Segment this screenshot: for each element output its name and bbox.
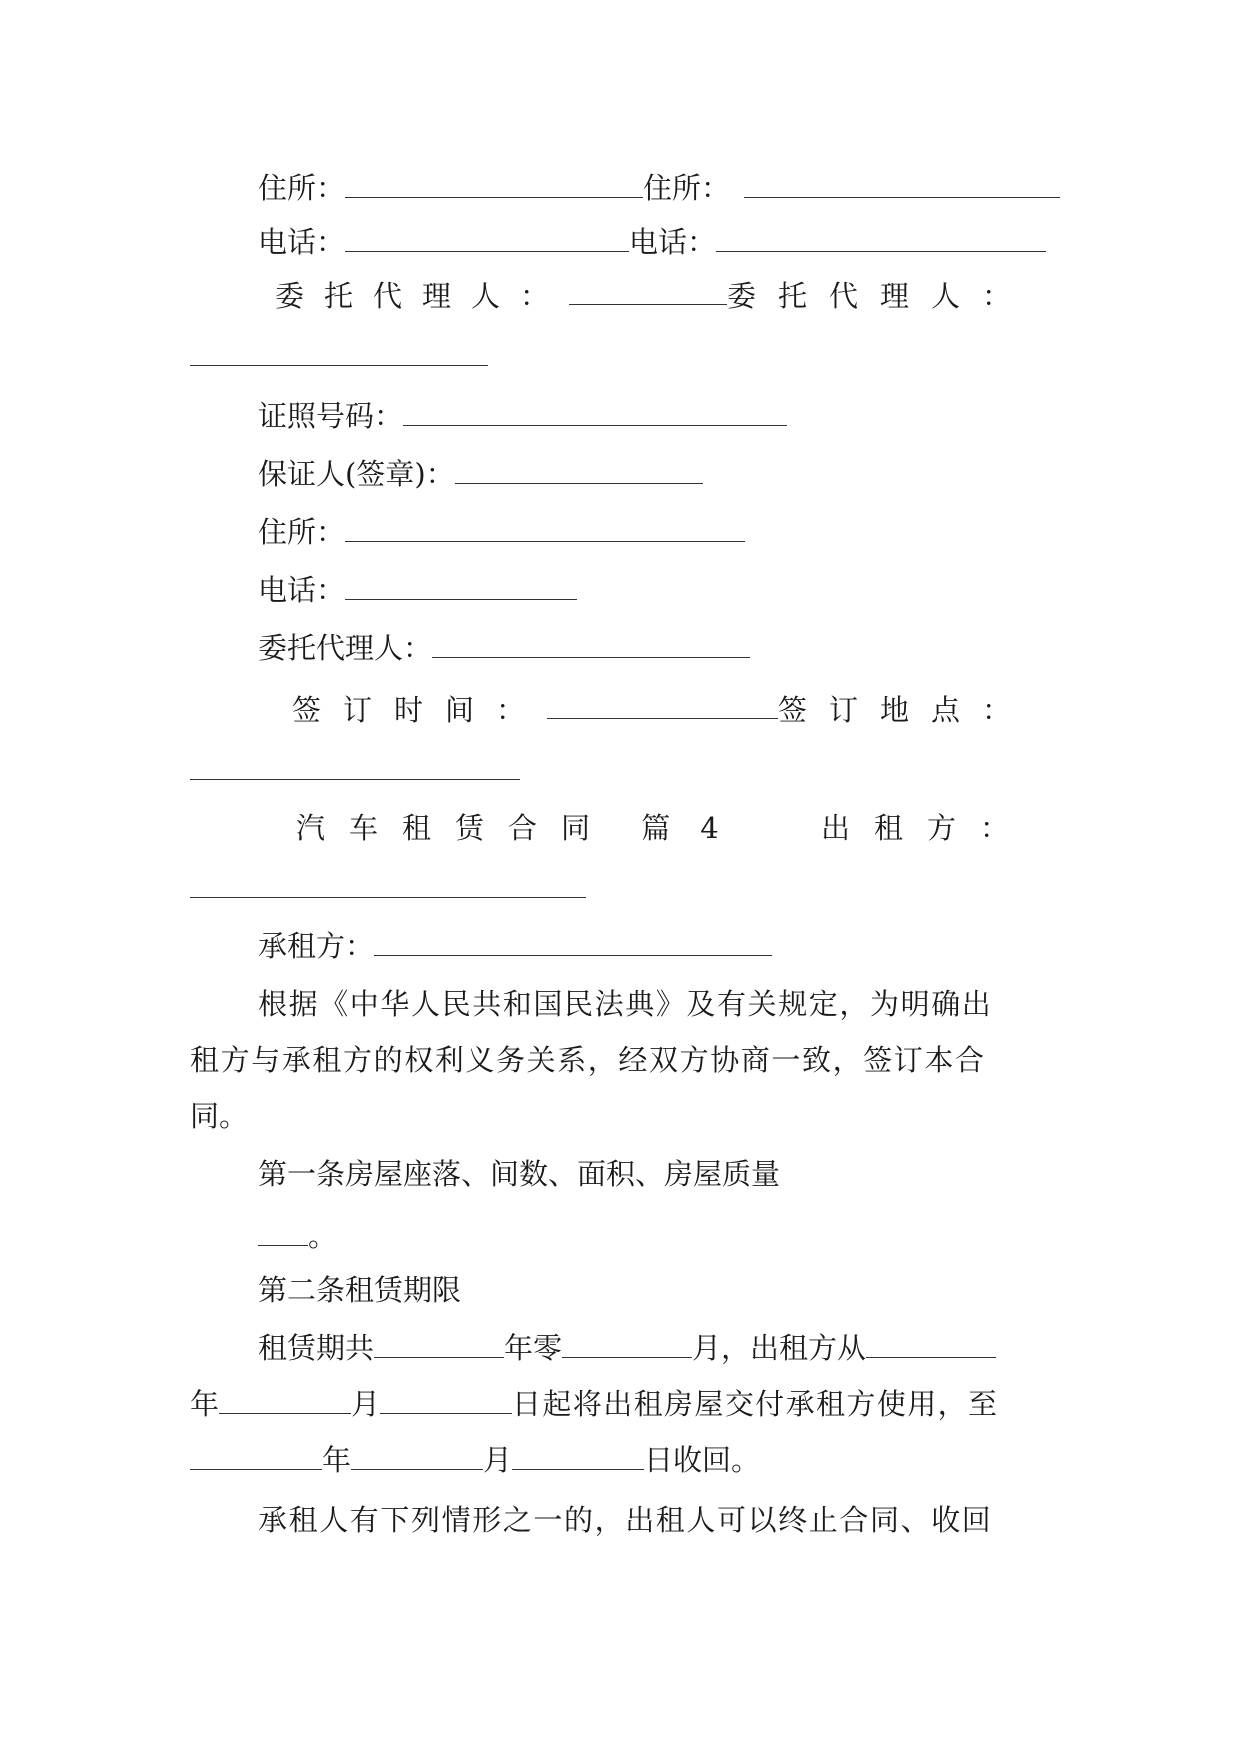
label-address: 住所： — [258, 171, 346, 205]
blank-field — [258, 1217, 308, 1246]
phone-line-2 — [258, 570, 577, 610]
label-agent: 委托代理人： — [726, 279, 1033, 313]
place-continuation — [190, 750, 520, 790]
label-agent: 委托代理人： — [275, 279, 570, 313]
blank-field — [345, 223, 629, 252]
blank-field — [351, 1441, 483, 1470]
text: 月，出租方从 — [692, 1331, 867, 1365]
blank-field — [455, 455, 703, 484]
agent-line-1 — [275, 276, 1033, 316]
blank-field — [345, 169, 643, 198]
blank-field — [374, 927, 772, 956]
blank-field — [345, 571, 577, 600]
text: 年 — [322, 1443, 352, 1477]
lessee-line — [258, 926, 772, 966]
blank-field — [219, 1385, 351, 1414]
blank-field — [403, 397, 787, 426]
label-address: 住所： — [643, 171, 731, 205]
text: 租赁期共 — [258, 1331, 375, 1365]
label-address: 住所： — [258, 515, 346, 549]
blank-field — [569, 276, 727, 305]
term-line-2 — [190, 1384, 998, 1424]
label-phone: 电话： — [629, 225, 717, 259]
label-phone: 电话： — [258, 225, 346, 259]
chapter-label: 篇4 — [641, 811, 749, 845]
label-lessor: 出租方： — [820, 811, 1033, 845]
blank-field — [190, 1441, 322, 1470]
article-1-continuation — [258, 1216, 337, 1256]
guarantor-line — [258, 454, 703, 494]
blank-field — [380, 1385, 512, 1414]
license-line — [258, 396, 787, 436]
address-line-2 — [258, 512, 745, 552]
text: 年零 — [504, 1331, 563, 1365]
text: 日收回。 — [644, 1443, 761, 1477]
period: 。 — [308, 1219, 338, 1253]
term-line-1 — [258, 1328, 996, 1368]
blank-field — [190, 869, 586, 898]
section-heading-line — [296, 808, 1033, 848]
text: 月 — [483, 1443, 513, 1477]
paragraph-1-line-1: 根据《中华人民共和国民法典》及有关规定，为明确出 — [258, 987, 993, 1021]
blank-field — [562, 1329, 692, 1358]
text: 日起将出租房屋交付承租方使用，至 — [512, 1387, 999, 1421]
paragraph-1-line-2: 租方与承租方的权利义务关系，经双方协商一致，签订本合 — [190, 1043, 986, 1077]
lessor-continuation — [190, 868, 586, 908]
agent-line-2 — [258, 628, 750, 668]
blank-field — [716, 223, 1046, 252]
blank-field — [512, 1441, 644, 1470]
blank-field — [547, 690, 778, 719]
blank-field — [345, 513, 745, 542]
label-guarantor: 保证人(签章)： — [258, 457, 455, 491]
blank-field — [866, 1329, 996, 1358]
paragraph-2-line-1: 承租人有下列情形之一的，出租人可以终止合同、收回 — [258, 1503, 993, 1537]
blank-field — [432, 629, 750, 658]
article-2-heading: 第二条租赁期限 — [258, 1273, 462, 1307]
contract-title: 汽车租赁合同 — [296, 811, 615, 845]
blank-field — [190, 337, 488, 366]
label-sign-time: 签订时间： — [292, 693, 548, 727]
text: 年 — [190, 1387, 220, 1421]
paragraph-1-line-3: 同。 — [190, 1099, 249, 1133]
blank-field — [374, 1329, 504, 1358]
term-line-3 — [190, 1440, 760, 1480]
article-1-heading: 第一条房屋座落、间数、面积、房屋质量 — [258, 1157, 781, 1191]
sign-time-place-line — [292, 690, 1033, 730]
blank-field — [190, 751, 520, 780]
blank-field — [744, 169, 1060, 198]
label-license: 证照号码： — [258, 399, 404, 433]
agent-continuation — [190, 336, 488, 376]
label-phone: 电话： — [258, 573, 346, 607]
label-sign-place: 签订地点： — [777, 693, 1033, 727]
phone-line-1 — [258, 222, 1046, 262]
address-line-1 — [258, 168, 1060, 208]
label-agent: 委托代理人： — [258, 631, 433, 665]
text: 月 — [351, 1387, 381, 1421]
label-lessee: 承租方： — [258, 929, 375, 963]
